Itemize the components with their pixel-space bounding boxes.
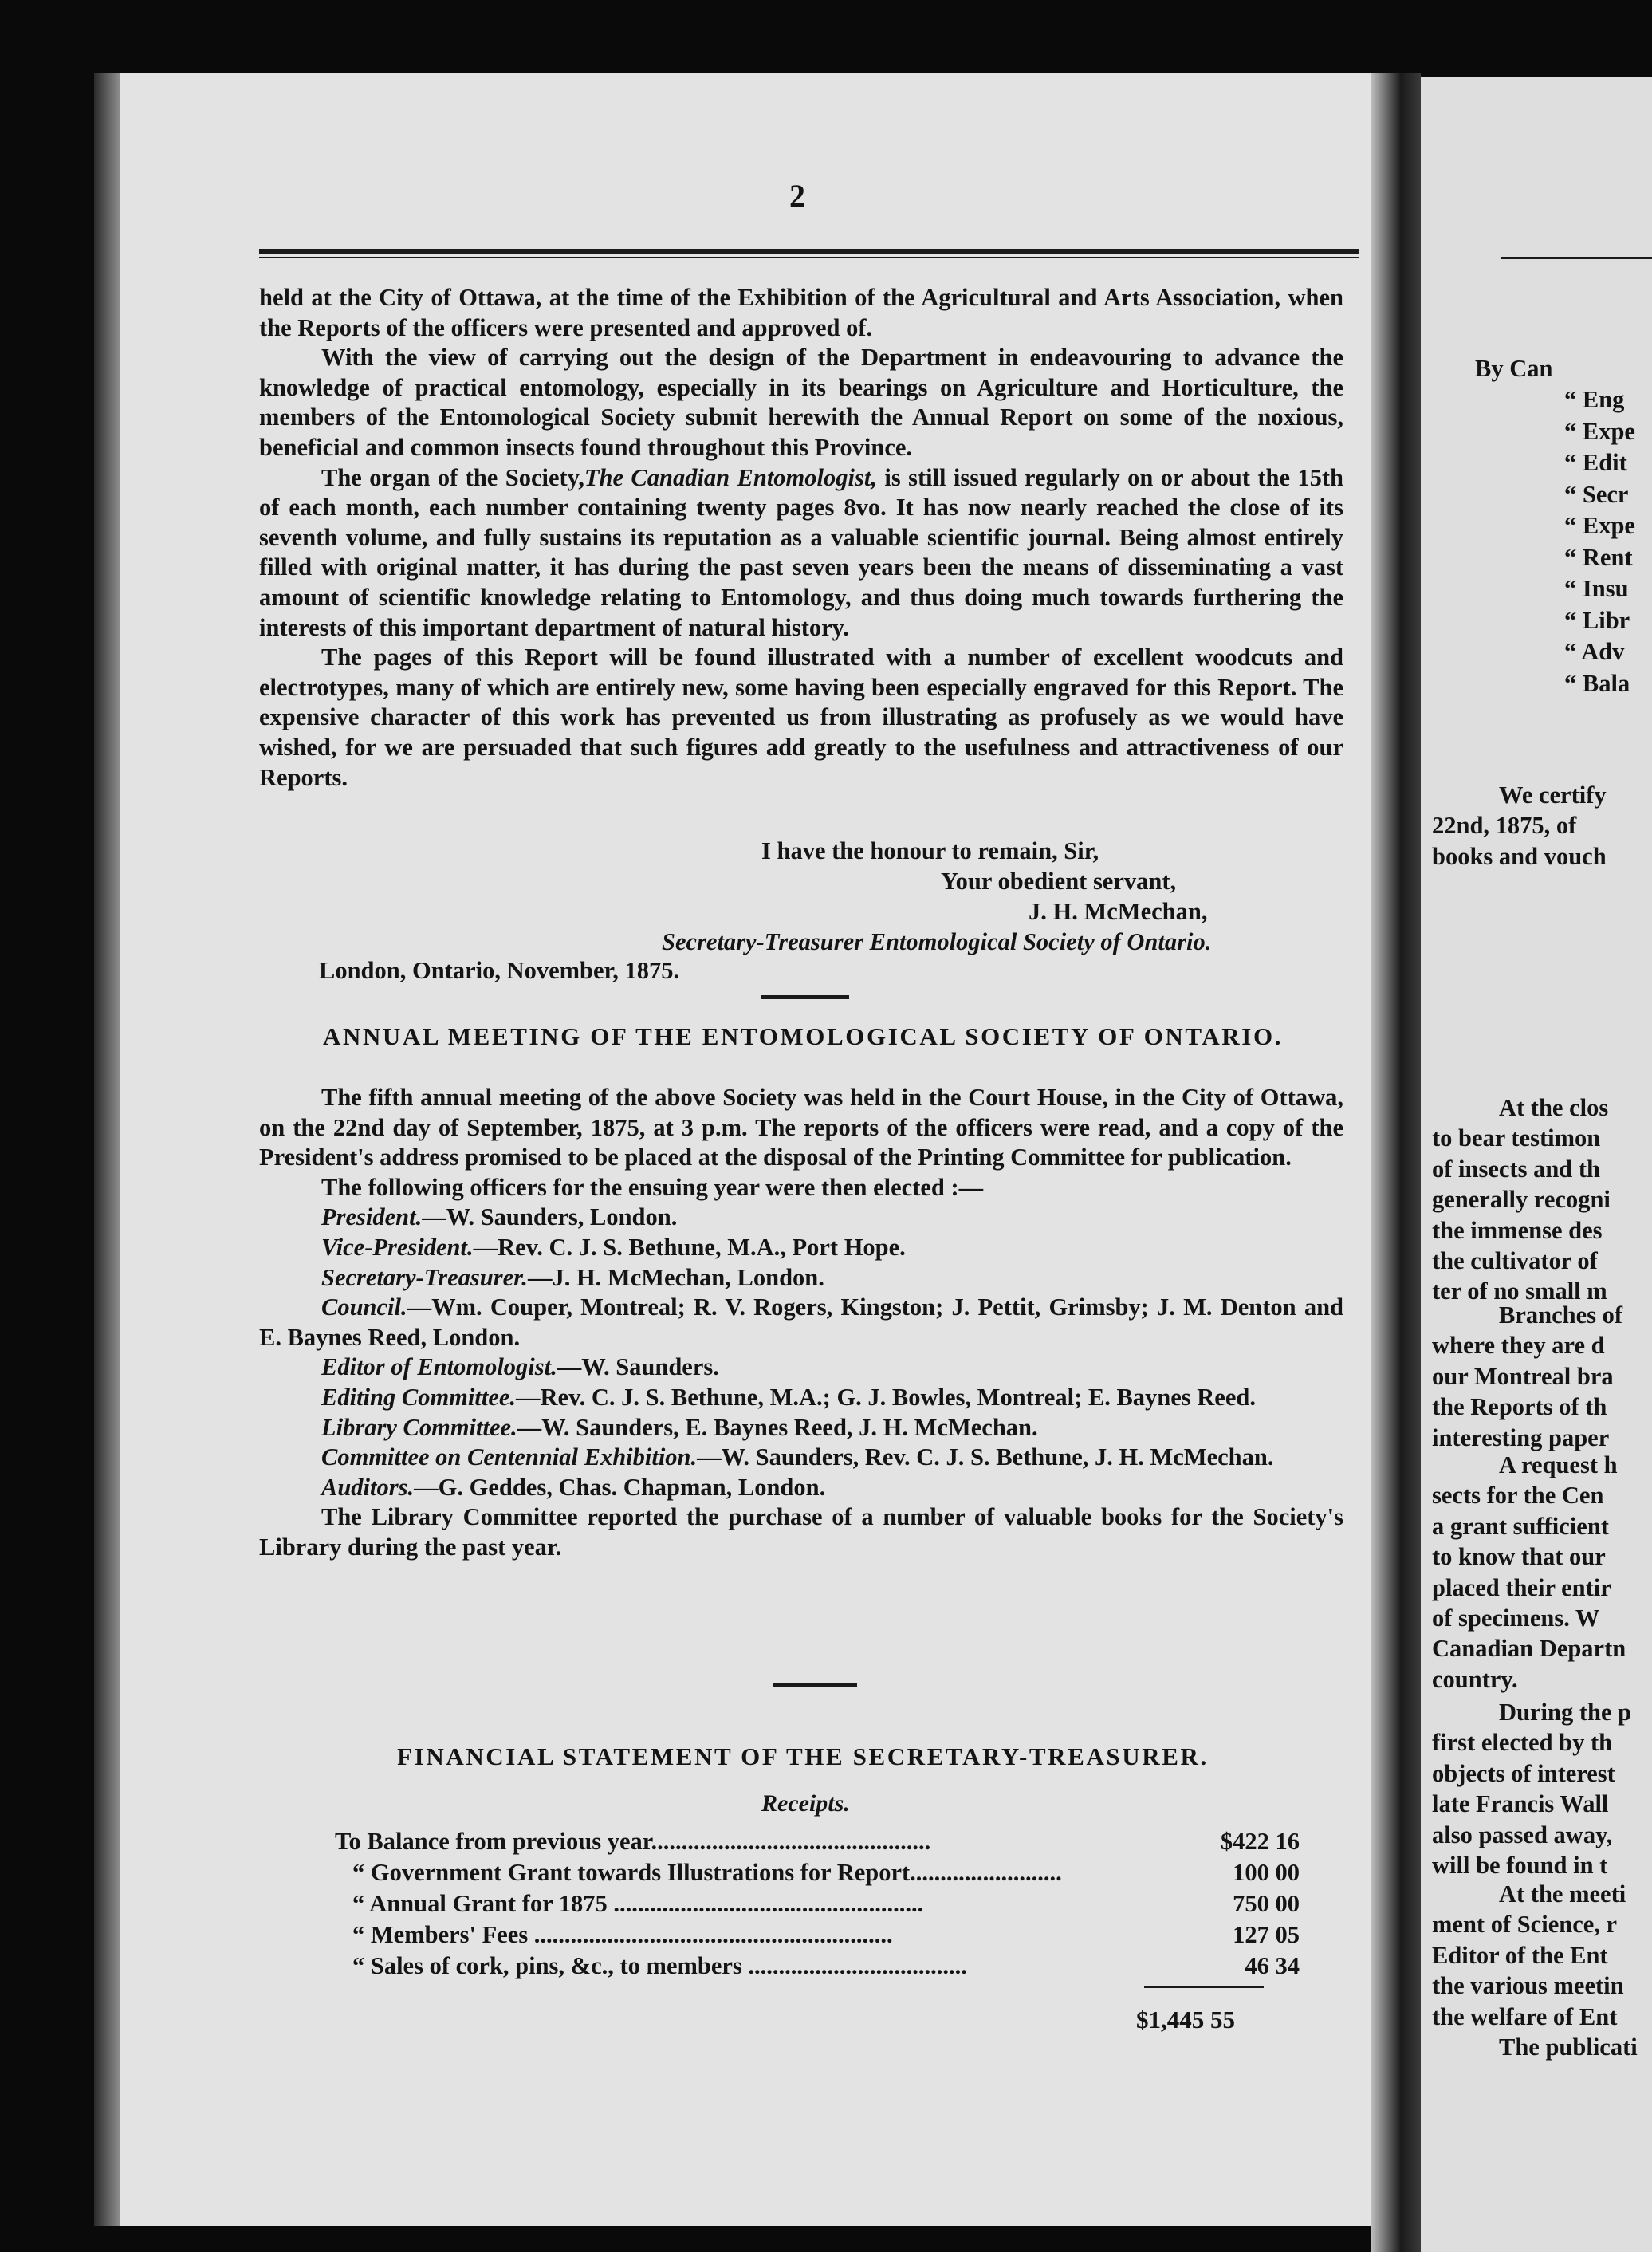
- annual-meeting-section: [259, 1083, 1343, 1563]
- financial-heading: FINANCIAL STATEMENT OF THE SECRETARY-TREASURER.: [397, 1742, 1209, 1770]
- officer-names: —G. Geddes, Chas. Chapman, London.: [414, 1473, 826, 1501]
- intro-paragraph: With the view of carrying out the design of the Department in endeavouring to advance the knowledge of practical entomology, especially in its bearings on Agriculture and Horticulture, the members of the Entomological Society submit herewith the Annual Report on some of the noxious, beneficial and common insects found throughout this Province.: [259, 344, 1343, 461]
- receipt-amount: $422 16: [1220, 1828, 1300, 1855]
- signatory-title: Secretary-Treasurer Entomological Society of Ontario.: [662, 928, 1212, 955]
- officer-names: —W. Saunders, London.: [422, 1203, 678, 1231]
- right-text-line: We certify: [1499, 782, 1607, 809]
- receipt-row: [335, 1919, 1300, 1951]
- right-text-line: Editor of the Ent: [1432, 1941, 1608, 1969]
- right-text-line: objects of interest: [1432, 1759, 1615, 1787]
- page-left-edge: [94, 73, 123, 2226]
- officer-entry: [259, 1293, 1343, 1352]
- receipt-amount: 750 00: [1233, 1890, 1300, 1917]
- right-text-line: of insects and th: [1432, 1155, 1600, 1183]
- right-text-line: will be found in t: [1432, 1852, 1608, 1879]
- right-text-line: where they are d: [1432, 1332, 1605, 1360]
- officer-role: Auditors.: [321, 1473, 415, 1501]
- right-item-line: “ Expe: [1564, 512, 1635, 539]
- right-text-line: country.: [1432, 1665, 1518, 1693]
- receipt-amount: 100 00: [1233, 1859, 1300, 1886]
- page-number: 2: [789, 178, 805, 214]
- right-text-line: 22nd, 1875, of: [1432, 812, 1577, 840]
- receipts-total: $1,445 55: [1136, 2006, 1235, 2033]
- right-text-line: A request h: [1499, 1451, 1618, 1478]
- officer-role: Vice-President.: [321, 1233, 474, 1261]
- right-text-line: books and vouch: [1432, 842, 1607, 870]
- organ-text: is still issued regularly on or about the 15th of each month, each number containing twenty pages 8vo. It has now nearly reached the close of its seventh volume, and fully sustains its reputation as a valuable scientific journal. Being almost entirely filled with original matter, it has during the past seven years been the means of disseminating a vast amount of scientific knowledge relating to Entomology, and thus doing much towards furthering the interests of this important department of natural history.: [259, 463, 1344, 641]
- receipt-row: [335, 1888, 1300, 1919]
- officer-names: —W. Saunders, E. Baynes Reed, J. H. McMechan.: [517, 1413, 1038, 1441]
- right-text-line: a grant sufficient: [1432, 1512, 1609, 1540]
- total-rule: [1144, 1986, 1264, 1988]
- right-text-line: Canadian Departn: [1432, 1635, 1626, 1663]
- right-text-line: first elected by th: [1432, 1729, 1613, 1757]
- receipt-label: “ Sales of cork, pins, &c., to members ....................................: [352, 1952, 967, 1979]
- officer-names: —W. Saunders, Rev. C. J. S. Bethune, J. H. McMechan.: [697, 1443, 1274, 1471]
- officer-names: —W. Saunders.: [557, 1353, 719, 1381]
- right-text-line: the welfare of Ent: [1432, 2002, 1618, 2030]
- organ-paragraph: [259, 463, 1343, 644]
- right-text-line: Branches of: [1499, 1301, 1623, 1329]
- right-text-line: ter of no small m: [1432, 1278, 1607, 1305]
- right-text-line: generally recogni: [1432, 1186, 1611, 1214]
- officer-role: Secretary-Treasurer.: [321, 1263, 528, 1291]
- right-text-line: the immense des: [1432, 1216, 1603, 1244]
- right-text-line: our Montreal bra: [1432, 1362, 1614, 1390]
- officer-entry: [259, 1383, 1343, 1413]
- right-text-line: interesting paper: [1432, 1423, 1610, 1451]
- right-item-line: “ Edit: [1564, 449, 1627, 476]
- receipt-label: “ Government Grant towards Illustrations for Report.........................: [352, 1859, 1062, 1886]
- signatory-name: J. H. McMechan,: [1029, 898, 1208, 925]
- library-paragraph: The Library Committee reported the purchase of a number of valuable books for the Society's Library during the past year.: [259, 1503, 1343, 1561]
- officer-names: —Rev. C. J. S. Bethune, M.A., Port Hope.: [473, 1233, 906, 1261]
- right-text-line: ment of Science, r: [1432, 1911, 1618, 1939]
- right-text-line: late Francis Wall: [1432, 1790, 1609, 1818]
- right-text-line: placed their entir: [1432, 1573, 1611, 1601]
- section-divider: [773, 1683, 857, 1687]
- right-by-line: By Can: [1475, 355, 1553, 382]
- receipts-subheading: Receipts.: [761, 1790, 850, 1817]
- receipt-label: “ Annual Grant for 1875 ...................................................: [352, 1890, 924, 1917]
- journal-title: The Canadian Entomologist,: [584, 463, 877, 491]
- officer-names: —Rev. C. J. S. Bethune, M.A.; G. J. Bowles, Montreal; E. Baynes Reed.: [516, 1383, 1256, 1411]
- header-rule-thin: [259, 257, 1359, 258]
- right-item-line: “ Secr: [1564, 480, 1629, 508]
- right-text-line: the various meetin: [1432, 1972, 1624, 2000]
- header-rule: [259, 249, 1359, 254]
- right-text-line: sects for the Cen: [1432, 1482, 1604, 1510]
- right-item-line: “ Rent: [1564, 543, 1633, 571]
- officer-entry: [259, 1352, 1343, 1383]
- receipt-row: [335, 1826, 1300, 1857]
- receipt-amount: 127 05: [1233, 1921, 1300, 1948]
- intro-paragraph: held at the City of Ottawa, at the time of the Exhibition of the Agricultural and Arts Association, when the Reports of the officers were presented and approved of.: [259, 284, 1343, 341]
- right-text-line: At the meeti: [1499, 1880, 1626, 1908]
- right-text-line: During the p: [1499, 1699, 1632, 1726]
- receipt-row: [335, 1951, 1300, 1982]
- receipt-label: To Balance from previous year..............................................: [335, 1828, 931, 1855]
- officer-role: President.: [321, 1203, 423, 1231]
- receipt-amount: 46 34: [1245, 1952, 1300, 1979]
- right-item-line: “ Insu: [1564, 575, 1629, 602]
- right-item-line: “ Libr: [1564, 606, 1630, 634]
- right-item-line: “ Bala: [1564, 669, 1630, 697]
- officer-role: Council.: [321, 1293, 407, 1321]
- right-header-rule: [1501, 257, 1652, 259]
- organ-text: The organ of the Society,: [321, 463, 584, 491]
- right-text-line: to bear testimon: [1432, 1124, 1601, 1152]
- officer-role: Editor of Entomologist.: [321, 1353, 557, 1381]
- closing-line-2: Your obedient servant,: [941, 868, 1177, 895]
- officer-entry: [259, 1203, 1343, 1233]
- right-text-line: The publicati: [1499, 2033, 1638, 2061]
- right-item-line: “ Expe: [1564, 417, 1635, 445]
- intro-section: [259, 283, 1343, 793]
- officer-role: Editing Committee.: [321, 1383, 517, 1411]
- officers-intro: The following officers for the ensuing year were then elected :—: [321, 1173, 984, 1201]
- officer-entry: [259, 1263, 1343, 1293]
- officer-role: Library Committee.: [321, 1413, 517, 1441]
- right-text-line: also passed away,: [1432, 1821, 1613, 1848]
- right-text-line: At the clos: [1499, 1094, 1609, 1121]
- receipt-label: “ Members' Fees ...........................................................: [352, 1921, 893, 1948]
- meeting-paragraph: The fifth annual meeting of the above Society was held in the Court House, in the City of Ottawa, on the 22nd day of September, 1875, at 3 p.m. The reports of the officers were read, and a copy of the President's address promised to be placed at the disposal of the Printing Committee for publication.: [259, 1084, 1343, 1171]
- closing-line-1: I have the honour to remain, Sir,: [761, 837, 1099, 864]
- annual-meeting-heading: ANNUAL MEETING OF THE ENTOMOLOGICAL SOCIETY OF ONTARIO.: [322, 1022, 1284, 1050]
- book-gutter: [1371, 73, 1421, 2252]
- right-text-line: of specimens. W: [1432, 1604, 1600, 1632]
- officer-entry: [259, 1413, 1343, 1443]
- place-date: London, Ontario, November, 1875.: [319, 957, 680, 984]
- receipts-table: [335, 1826, 1300, 1982]
- right-text-line: the Reports of th: [1432, 1393, 1607, 1421]
- officer-entry: [259, 1443, 1343, 1473]
- right-item-line: “ Adv: [1564, 638, 1625, 665]
- right-text-line: to know that our: [1432, 1543, 1606, 1571]
- right-item-line: “ Eng: [1564, 386, 1625, 413]
- officer-entry: [259, 1473, 1343, 1503]
- section-divider: [761, 995, 849, 999]
- officer-names: —J. H. McMechan, London.: [527, 1263, 824, 1291]
- right-text-line: the cultivator of: [1432, 1247, 1598, 1274]
- pages-paragraph: The pages of this Report will be found illustrated with a number of excellent woodcuts and electrotypes, many of which are entirely new, some having been especially engraved for this Report. The expensive character of this work has prevented us from illustrating as profusely as we would have wished, for we are persuaded that such figures add greatly to the usefulness and attractiveness of our Reports.: [259, 644, 1343, 791]
- officer-entry: [259, 1233, 1343, 1263]
- receipt-row: [335, 1857, 1300, 1888]
- officer-role: Committee on Centennial Exhibition.: [321, 1443, 698, 1471]
- officer-names: —Wm. Couper, Montreal; R. V. Rogers, Kingston; J. Pettit, Grimsby; J. M. Denton and E. Baynes Reed, London.: [259, 1293, 1343, 1351]
